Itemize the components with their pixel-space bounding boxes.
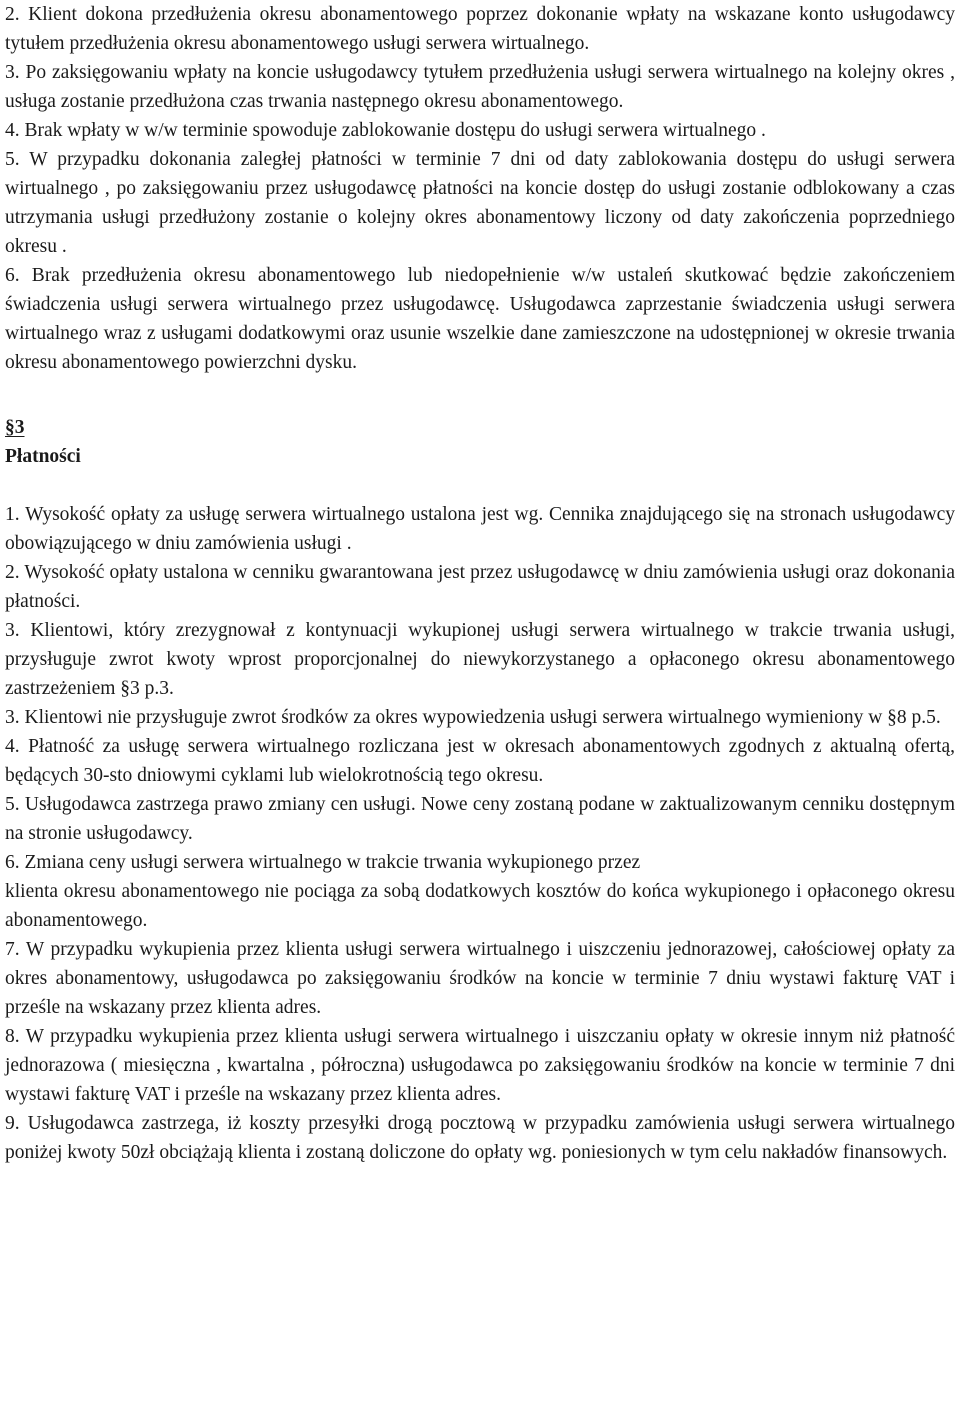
- section-3-body: [5, 500, 955, 1167]
- paragraph-3-3b: 3. Klientowi nie przysługuje zwrot środków za okres wypowiedzenia usługi serwera wirtualnego wymieniony w §8 p.5.: [5, 707, 941, 728]
- paragraph-3-6-cont: klienta okresu abonamentowego nie pociąga za sobą dodatkowych kosztów do końca wykupionego i opłaconego okresu abonamentowego.: [5, 881, 955, 931]
- paragraph-2-2: 2. Klient dokona przedłużenia okresu abonamentowego poprzez dokonanie wpłaty na wskazane konto usługodawcy tytułem przedłużenia okresu abonamentowego usługi serwera wirtualnego.: [5, 4, 955, 54]
- section-3-symbol: §3: [5, 417, 25, 438]
- paragraph-2-3: 3. Po zaksięgowaniu wpłaty na koncie usługodawcy tytułem przedłużenia usługi serwera wirtualnego na kolejny okres , usługa zostanie przedłużona czas trwania następnego okresu abonamentowego.: [5, 62, 955, 112]
- paragraph-2-5: 5. W przypadku dokonania zaległej płatności w terminie 7 dni od daty zablokowania dostępu do usługi serwera wirtualnego , po zaksięgowaniu przez usługodawcę płatności na koncie dostęp do usługi zostanie odblokowany a czas utrzymania usługi przedłużony zostanie o kolejny okres abonamentowy liczony od daty zakończenia poprzedniego okresu .: [5, 149, 955, 257]
- section-3-title: Płatności: [5, 446, 81, 467]
- paragraph-3-2: 2. Wysokość opłaty ustalona w cenniku gwarantowana jest przez usługodawcę w dniu zamówienia usługi oraz dokonania płatności.: [5, 562, 955, 612]
- paragraph-3-5: 5. Usługodawca zastrzega prawo zmiany cen usługi. Nowe ceny zostaną podane w zaktualizowanym cenniku dostępnym na stronie usługodawcy.: [5, 794, 955, 844]
- paragraph-2-6: 6. Brak przedłużenia okresu abonamentowego lub niedopełnienie w/w ustaleń skutkować będzie zakończeniem świadczenia usługi serwera wirtualnego przez usługodawcę. Usługodawca zaprzestanie świadczenia usługi serwera wirtualnego wraz z usługami dodatkowymi oraz usunie wszelkie dane zamieszczone na udostępnionej w okresie trwania okresu abonamentowego powierzchni dysku.: [5, 265, 955, 373]
- paragraph-3-6-line1: 6. Zmiana ceny usługi serwera wirtualnego w trakcie trwania wykupionego przez: [5, 852, 641, 873]
- section-2-body: [5, 0, 955, 377]
- paragraph-2-4: 4. Brak wpłaty w w/w terminie spowoduje zablokowanie dostępu do usługi serwera wirtualnego .: [5, 120, 766, 141]
- paragraph-3-9: 9. Usługodawca zastrzega, iż koszty przesyłki drogą pocztową w przypadku zamówienia usługi serwera wirtualnego poniżej kwoty 50zł obciążają klienta i zostaną doliczone do opłaty wg. poniesionych w tym celu nakładów finansowych.: [5, 1113, 955, 1163]
- paragraph-3-4: 4. Płatność za usługę serwera wirtualnego rozliczana jest w okresach abonamentowych zgodnych z aktualną ofertą, będących 30-sto dniowymi cyklami lub wielokrotnością tego okresu.: [5, 736, 955, 786]
- paragraph-3-7: 7. W przypadku wykupienia przez klienta usługi serwera wirtualnego i uiszczeniu jednorazowej, całościowej opłaty za okres abonamentowy, usługodawca po zaksięgowaniu środków na koncie w terminie 7 dniu wystawi fakturę VAT i prześle na wskazany przez klienta adres.: [5, 939, 955, 1018]
- paragraph-3-8: 8. W przypadku wykupienia przez klienta usługi serwera wirtualnego i uiszczaniu opłaty w okresie innym niż płatność jednorazowa ( miesięczna , kwartalna , półroczna) usługodawca po zaksięgowaniu środków na koncie w terminie 7 dni wystawi fakturę VAT i prześle na wskazany przez klienta adres.: [5, 1026, 955, 1105]
- paragraph-3-1: 1. Wysokość opłaty za usługę serwera wirtualnego ustalona jest wg. Cennika znajdującego się na stronach usługodawcy obowiązującego w dniu zamówienia usługi .: [5, 504, 955, 554]
- paragraph-3-3a: 3. Klientowi, który zrezygnował z kontynuacji wykupionej usługi serwera wirtualnego w trakcie trwania usługi, przysługuje zwrot kwoty wprost proporcjonalnej do niewykorzystanego a opłaconego okresu abonamentowego zastrzeżeniem §3 p.3.: [5, 620, 955, 699]
